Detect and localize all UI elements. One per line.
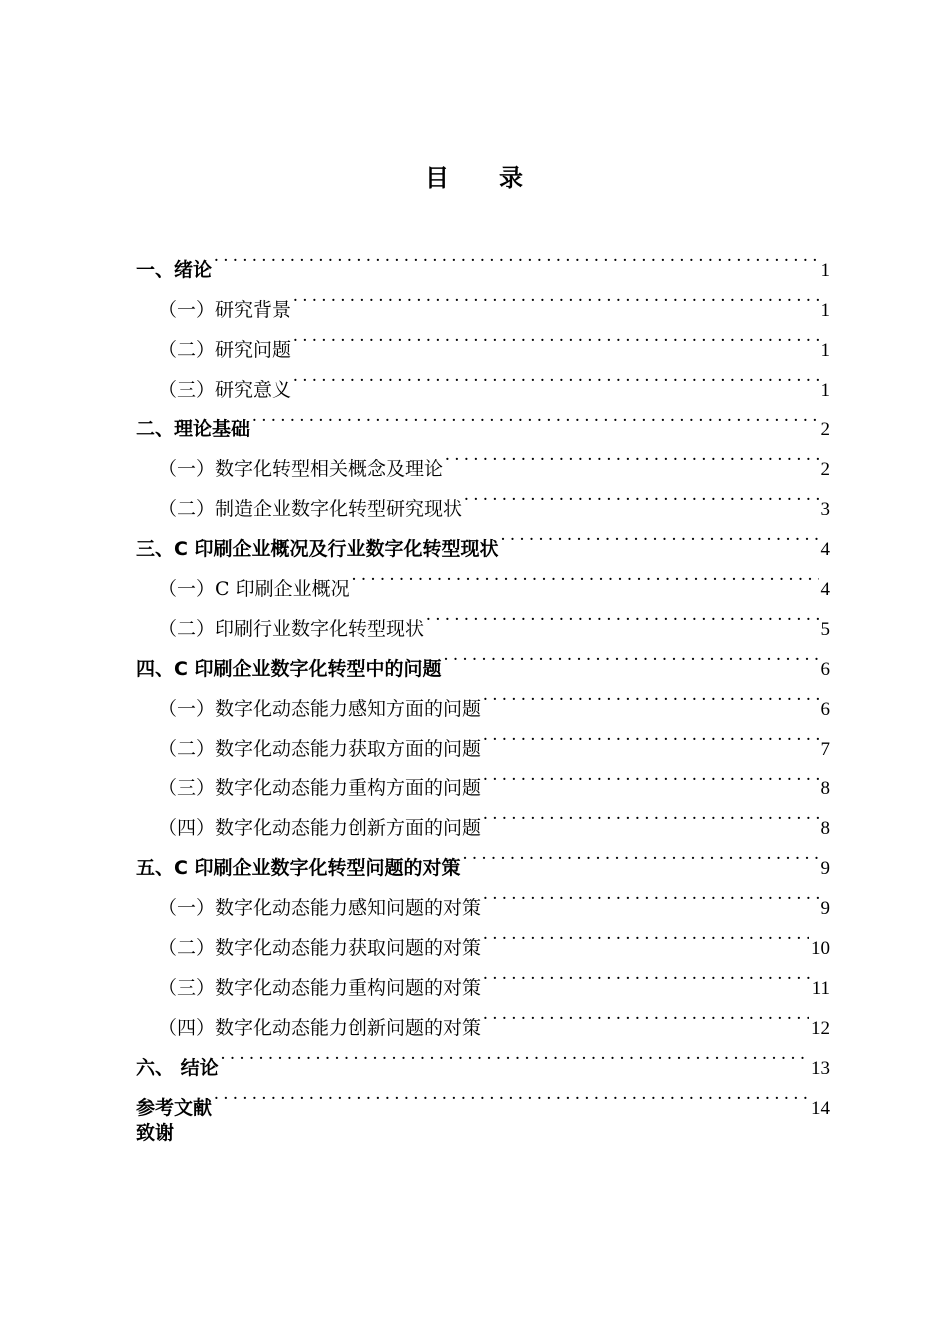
- toc-entry-label: （四）数字化动态能力创新问题的对策: [158, 1016, 482, 1039]
- toc-dot-leader: [464, 475, 818, 515]
- toc-page-number: 12: [811, 1017, 830, 1039]
- toc-entry-label: （二）研究问题: [158, 338, 292, 361]
- toc-page-number: 8: [820, 818, 830, 840]
- toc-page-number: 13: [811, 1057, 830, 1079]
- toc-page-number: 10: [811, 938, 830, 960]
- toc-dot-leader: [352, 555, 819, 595]
- toc-page-number: 1: [820, 379, 830, 401]
- toc-entry-chapter[interactable]: [136, 1114, 830, 1154]
- toc-entry-label: （四）数字化动态能力创新方面的问题: [158, 817, 482, 840]
- toc-entry-label: 六、 结论: [136, 1056, 219, 1079]
- toc-page-number: 6: [820, 658, 830, 680]
- toc-entry-label: （二）数字化动态能力获取方面的问题: [158, 737, 482, 760]
- toc-entry-label: 三、C 印刷企业概况及行业数字化转型现状: [136, 538, 499, 561]
- toc-dot-leader: [483, 914, 809, 954]
- toc-dot-leader: [444, 635, 819, 675]
- title-part-1: 目: [425, 164, 451, 192]
- toc-entry-label: （一）研究背景: [158, 298, 292, 321]
- toc-page-number: 6: [820, 698, 830, 720]
- toc-entry-label: （一）数字化转型相关概念及理论: [158, 458, 444, 481]
- toc-dot-leader: [293, 316, 818, 356]
- toc-page-number: 1: [820, 259, 830, 281]
- toc-entry-label: （三）数字化动态能力重构方面的问题: [158, 777, 482, 800]
- toc-dot-leader: [463, 834, 819, 874]
- toc-dot-leader: [221, 1034, 809, 1074]
- toc-page-number: 4: [820, 579, 830, 601]
- toc-dot-leader: [293, 356, 818, 396]
- toc-entry-label: 致谢: [136, 1121, 175, 1144]
- toc-dot-leader: [445, 435, 818, 475]
- toc-page-number: 3: [820, 499, 830, 521]
- toc-entry-label: （一）数字化动态能力感知方面的问题: [158, 697, 482, 720]
- toc-page-number: 11: [811, 977, 830, 999]
- toc-page-number: 1: [820, 299, 830, 321]
- toc-entry-section[interactable]: [136, 276, 830, 321]
- toc-page-number: 9: [820, 858, 830, 880]
- toc-dot-leader: [252, 396, 818, 436]
- toc-dot-leader: [483, 755, 818, 795]
- toc-dot-leader: [483, 874, 818, 914]
- table-of-contents: [136, 236, 830, 1153]
- toc-entry-label: （二）印刷行业数字化转型现状: [158, 617, 425, 640]
- toc-page-number: 2: [820, 419, 830, 441]
- toc-dot-leader: [214, 236, 818, 276]
- toc-dot-leader: [426, 595, 818, 635]
- toc-entry-label: （三）数字化动态能力重构问题的对策: [158, 976, 482, 999]
- toc-page-number: 14: [811, 1097, 830, 1119]
- toc-entry-label: （三）研究意义: [158, 378, 292, 401]
- toc-dot-leader: [483, 994, 809, 1034]
- toc-page-number: 2: [820, 459, 830, 481]
- toc-dot-leader: [501, 515, 819, 555]
- toc-dot-leader: [483, 954, 810, 994]
- toc-entry-label: 一、绪论: [136, 258, 213, 281]
- toc-dot-leader: [293, 276, 818, 316]
- toc-dot-leader: [483, 715, 818, 755]
- title-part-2: 录: [499, 164, 525, 192]
- toc-entry-label: 参考文献: [136, 1096, 213, 1119]
- toc-entry-label: （一）C 印刷企业概况: [158, 578, 350, 601]
- toc-entry-label: （一）数字化动态能力感知问题的对策: [158, 897, 482, 920]
- toc-dot-leader: [214, 1074, 809, 1114]
- toc-entry-label: （二）制造企业数字化转型研究现状: [158, 498, 463, 521]
- toc-page-number: 5: [820, 618, 830, 640]
- toc-page-number: 8: [820, 778, 830, 800]
- toc-entry-label: （二）数字化动态能力获取问题的对策: [158, 937, 482, 960]
- toc-entry-chapter[interactable]: [136, 236, 830, 281]
- toc-page-number: 1: [820, 339, 830, 361]
- toc-dot-leader: [483, 675, 818, 715]
- toc-page-number: 7: [820, 738, 830, 760]
- toc-entry-chapter[interactable]: [136, 1034, 830, 1079]
- toc-entry-label: 二、理论基础: [136, 418, 251, 441]
- toc-page-number: 9: [820, 898, 830, 920]
- toc-dot-leader: [483, 794, 818, 834]
- page-title: [0, 158, 950, 193]
- toc-entry-label: 四、C 印刷企业数字化转型中的问题: [136, 657, 442, 680]
- toc-entry-label: 五、C 印刷企业数字化转型问题的对策: [136, 857, 461, 880]
- toc-entry-chapter[interactable]: [136, 1074, 830, 1119]
- toc-page-number: 4: [820, 539, 830, 561]
